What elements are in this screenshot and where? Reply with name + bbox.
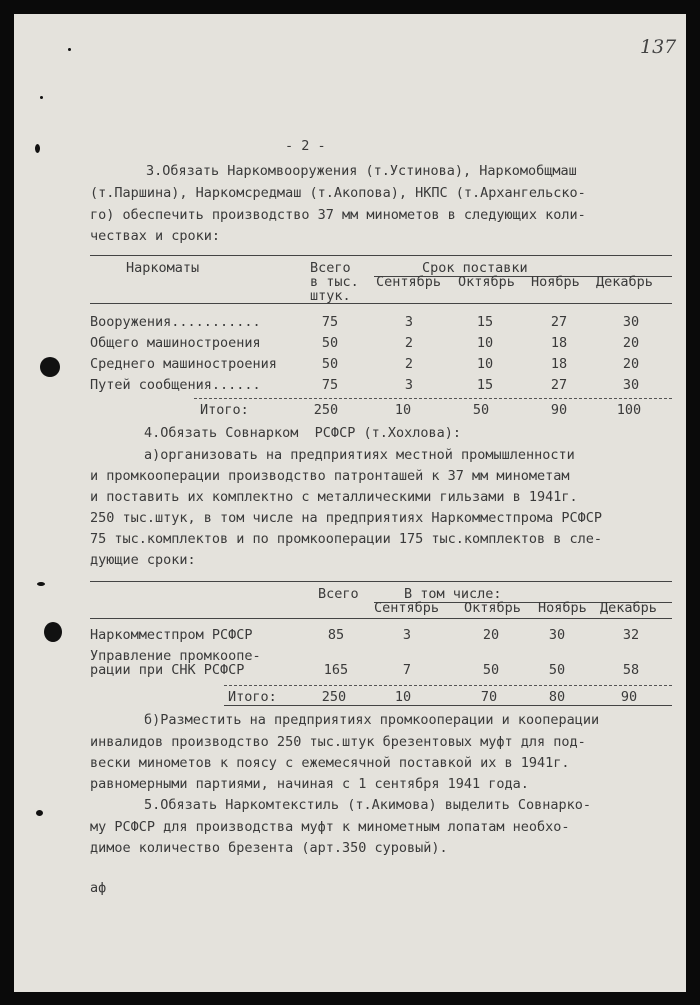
column-header-total: штук. (310, 288, 351, 304)
ink-speck (37, 582, 45, 586)
cell-total: 75 (321, 377, 339, 393)
cell-month: 18 (550, 356, 568, 372)
row-label: Управление промкоопе- (90, 648, 261, 664)
text-line: чествах и сроки: (90, 228, 221, 244)
text-line: инвалидов производство 250 тыс.штук брезентовых муфт для под- (90, 734, 586, 750)
cell-month: 20 (482, 627, 500, 643)
text-line: и промкооперации производство патронташей к 37 мм минометам (90, 468, 570, 484)
cell-total: 250 (313, 402, 339, 418)
cell-total: 75 (321, 314, 339, 330)
text-line: 250 тыс.штук, в том числе на предприятиях Наркомместпрома РСФСР (90, 510, 603, 526)
column-header-total: в тыс. (310, 274, 359, 290)
column-header-month: Декабрь (596, 274, 653, 290)
cell-month: 50 (472, 402, 490, 418)
cell-month: 20 (622, 356, 640, 372)
ink-speck (35, 144, 40, 153)
row-label: Вооружения........... (90, 314, 261, 330)
cell-month: 15 (476, 377, 494, 393)
column-header-month: Ноябрь (531, 274, 580, 290)
cell-month: 3 (404, 377, 414, 393)
text-line: дующие сроки: (90, 552, 196, 568)
cell-month: 10 (394, 689, 412, 705)
typist-initials: аф (90, 880, 107, 896)
column-header-including: В том числе: (404, 586, 502, 602)
cell-month: 3 (404, 314, 414, 330)
cell-month: 15 (476, 314, 494, 330)
cell-month: 32 (622, 627, 640, 643)
text-line: 75 тыс.комплектов и по промкооперации 175 тыс.комплектов в сле- (90, 531, 603, 547)
text-line: (т.Паршина), Наркомсредмаш (т.Акопова), НКПС (т.Архангельско- (90, 185, 586, 201)
column-header-month: Ноябрь (538, 600, 587, 616)
cell-month: 70 (480, 689, 498, 705)
column-header-month: Декабрь (600, 600, 657, 616)
table-rule (90, 303, 672, 304)
cell-month: 30 (622, 377, 640, 393)
text-line: а)организовать на предприятиях местной промышленности (144, 447, 575, 463)
cell-month: 100 (616, 402, 642, 418)
cell-month: 7 (402, 662, 412, 678)
cell-month: 20 (622, 335, 640, 351)
column-header-month: Сентябрь (374, 600, 440, 616)
cell-month: 50 (548, 662, 566, 678)
cell-month: 30 (622, 314, 640, 330)
column-header-total: Всего (318, 586, 359, 602)
row-label: Среднего машиностроения (90, 356, 277, 372)
page-marker: - 2 - (285, 138, 326, 154)
cell-month: 30 (548, 627, 566, 643)
cell-month: 80 (548, 689, 566, 705)
column-header-commissariats: Наркоматы (126, 260, 200, 276)
row-label: рации при СНК РСФСР (90, 662, 245, 678)
cell-month: 18 (550, 335, 568, 351)
text-line: и поставить их комплектно с металлическими гильзами в 1941г. (90, 489, 578, 505)
ink-speck (40, 96, 43, 99)
handwritten-page-number: 137 (640, 36, 677, 58)
punch-hole (44, 622, 62, 642)
table-rule (90, 618, 672, 619)
cell-total: 50 (321, 335, 339, 351)
cell-month: 58 (622, 662, 640, 678)
column-header-month: Сентябрь (376, 274, 442, 290)
cell-month: 27 (550, 314, 568, 330)
table-rule (90, 255, 672, 256)
column-header-month: Октябрь (464, 600, 521, 616)
cell-total: 50 (321, 356, 339, 372)
text-line: вески минометов к поясу с ежемесячной поставкой их в 1941г. (90, 755, 570, 771)
cell-month: 2 (404, 335, 414, 351)
text-line: равномерными партиями, начиная с 1 сентября 1941 года. (90, 776, 529, 792)
cell-month: 10 (476, 335, 494, 351)
cell-total: 85 (327, 627, 345, 643)
row-label: Общего машиностроения (90, 335, 261, 351)
text-line: му РСФСР для производства муфт к минометным лопатам необхо- (90, 819, 570, 835)
document-page (14, 14, 686, 992)
column-header-total: Всего (310, 260, 351, 276)
ink-speck (68, 48, 71, 51)
cell-month: 27 (550, 377, 568, 393)
text-line: го) обеспечить производство 37 мм минометов в следующих коли- (90, 207, 586, 223)
ink-speck (36, 810, 43, 816)
table-rule (194, 398, 672, 399)
column-header-month: Октябрь (458, 274, 515, 290)
cell-month: 10 (476, 356, 494, 372)
cell-total: 250 (321, 689, 347, 705)
column-header-delivery-term: Срок поставки (422, 260, 528, 276)
punch-hole (40, 357, 60, 377)
cell-month: 3 (402, 627, 412, 643)
total-label: Итого: (228, 689, 277, 705)
row-label: Путей сообщения...... (90, 377, 261, 393)
text-line: 5.Обязать Наркомтекстиль (т.Акимова) выделить Совнарко- (144, 797, 592, 813)
text-line: б)Разместить на предприятиях промкооперации и кооперации (144, 712, 600, 728)
text-line: димое количество брезента (арт.350 суровый). (90, 840, 448, 856)
row-label: Наркомместпром РСФСР (90, 627, 253, 643)
cell-month: 2 (404, 356, 414, 372)
table-rule (90, 581, 672, 582)
table-rule (224, 685, 672, 686)
total-label: Итого: (200, 402, 249, 418)
cell-month: 50 (482, 662, 500, 678)
cell-month: 90 (620, 689, 638, 705)
cell-total: 165 (323, 662, 349, 678)
text-line: 3.Обязать Наркомвооружения (т.Устинова), Наркомобщмаш (146, 163, 577, 179)
cell-month: 10 (394, 402, 412, 418)
text-line: 4.Обязать Совнарком РСФСР (т.Хохлова): (144, 425, 461, 441)
table-rule (224, 705, 672, 706)
cell-month: 90 (550, 402, 568, 418)
